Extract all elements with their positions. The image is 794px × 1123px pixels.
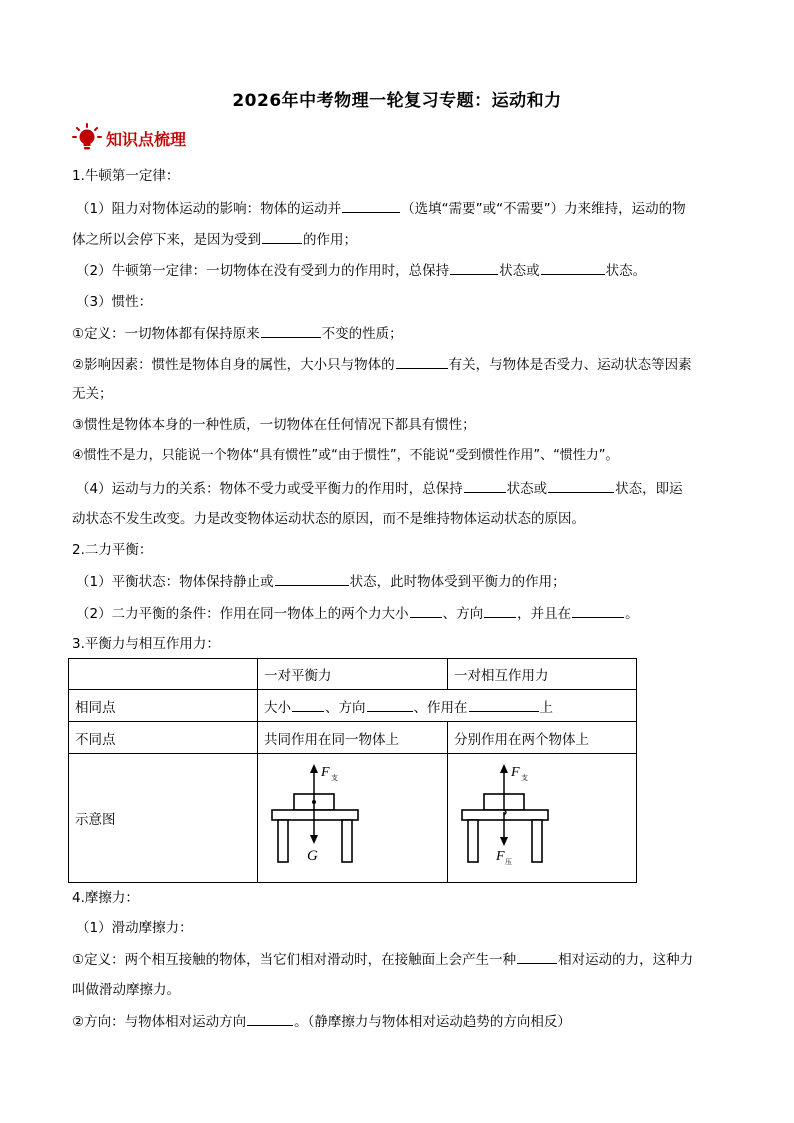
- text-line: ②影响因素：惯性是物体自身的属性，大小只与物体的 有关，与物体是否受力、运动状态等因素: [72, 354, 692, 375]
- fill-blank: [517, 949, 557, 964]
- table-row: [69, 754, 637, 883]
- balanced-force-diagram: [258, 754, 447, 878]
- fill-blank: [572, 603, 624, 618]
- text-line: （1）阻力对物体运动的影响：物体的运动并 （选填“需要”或“不需要”）力来维持，运动的物: [76, 198, 686, 219]
- section-heading-label: 知识点梳理: [106, 129, 187, 149]
- section-heading: [72, 122, 186, 154]
- table-cell: 共同作用在同一物体上: [258, 722, 448, 754]
- row-label: 示意图: [69, 754, 258, 883]
- fill-blank: [541, 260, 605, 275]
- table-row: [69, 690, 637, 722]
- fill-blank: [396, 354, 448, 369]
- interaction-force-diagram-cell: [448, 754, 637, 883]
- table-leg: [532, 820, 542, 862]
- fill-blank: [469, 697, 539, 712]
- fill-blank: [410, 603, 442, 618]
- text-line: （1）平衡状态：物体保持静止或 状态，此时物体受到平衡力的作用；: [76, 571, 566, 592]
- row-label: 相同点: [69, 690, 258, 722]
- text-line: 体之所以会停下来，是因为受到 的作用；: [72, 229, 357, 250]
- force-subscript: 压: [505, 858, 512, 866]
- balanced-force-diagram-cell: [258, 754, 448, 883]
- fill-blank: [484, 603, 516, 618]
- force-label: G: [307, 848, 318, 864]
- arrow-head: [500, 837, 508, 846]
- table-header-row: [69, 659, 637, 690]
- arrow-head: [310, 835, 318, 844]
- text-line: ①定义：一切物体都有保持原来 不变的性质；: [72, 323, 403, 344]
- table-header-cell: [69, 659, 258, 690]
- friction-heading: 4.摩擦力：: [72, 890, 139, 906]
- text-line: ③惯性是物体本身的一种性质，一切物体在任何情况下都具有惯性；: [72, 417, 476, 433]
- arrow-head: [310, 764, 318, 773]
- text-line: （2）牛顿第一定律：一切物体在没有受到力的作用时，总保持 状态或 状态。: [76, 260, 646, 281]
- force-label: F: [321, 765, 330, 780]
- table-cell: 分别作用在两个物体上: [448, 722, 637, 754]
- two-force-equilibrium-heading: 2.二力平衡：: [72, 542, 153, 558]
- fill-blank: [450, 260, 498, 275]
- force-subscript: 支: [521, 774, 528, 782]
- text-line: ④惯性不是力，只能说一个物体“具有惯性”或“由于惯性”，不能说“受到惯性作用”、“惯性力”。: [72, 448, 619, 463]
- text-line: 动状态不发生改变。力是改变物体运动状态的原因，而不是维持物体运动状态的原因。: [72, 511, 585, 527]
- force-subscript: 支: [331, 774, 338, 782]
- lightbulb-icon: [72, 123, 102, 153]
- force-label: F: [496, 849, 505, 864]
- force-label: F: [511, 765, 520, 780]
- balanced-vs-interaction-heading: 3.平衡力与相互作用力：: [72, 636, 220, 652]
- fill-blank: [367, 697, 413, 712]
- newton-first-law-heading: 1.牛顿第一定律：: [72, 168, 180, 184]
- table-top: [272, 810, 358, 820]
- text-line: （4）运动与力的关系：物体不受力或受平衡力的作用时，总保持 状态或 状态，即运: [76, 478, 683, 499]
- table-leg: [342, 820, 352, 862]
- table-header-cell: 一对平衡力: [258, 659, 448, 690]
- arrow-head: [500, 764, 508, 773]
- fill-blank: [548, 478, 614, 493]
- page-title: 2026年中考物理一轮复习专题：运动和力: [232, 91, 562, 111]
- same-points-cell: 大小 、方向 、作用在 上: [258, 690, 637, 722]
- comparison-table: [68, 658, 637, 883]
- text-line: （2）二力平衡的条件：作用在同一物体上的两个力大小 、方向 ，并且在 。: [76, 603, 639, 624]
- interaction-force-diagram: [448, 754, 637, 878]
- fill-blank: [464, 478, 506, 493]
- text-line: ②方向：与物体相对运动方向 。（静摩擦力与物体相对运动趋势的方向相反）: [72, 1011, 571, 1032]
- table-leg: [468, 820, 478, 862]
- text-line: ①定义：两个相互接触的物体，当它们相对滑动时，在接触面上会产生一种 相对运动的力，这种力: [72, 949, 693, 970]
- force-origin-dot: [312, 800, 316, 804]
- table-leg: [278, 820, 288, 862]
- fill-blank: [261, 323, 321, 338]
- fill-blank: [247, 1011, 293, 1026]
- table-row: [69, 722, 637, 754]
- text-line: 无关；: [72, 386, 113, 402]
- text-line: 叫做滑动摩擦力。: [72, 982, 180, 998]
- fill-blank: [292, 697, 324, 712]
- inertia-heading: （3）惯性：: [76, 294, 153, 310]
- fill-blank: [275, 571, 349, 586]
- fill-blank: [262, 229, 302, 244]
- fill-blank: [342, 198, 400, 213]
- row-label: 不同点: [69, 722, 258, 754]
- table-header-cell: 一对相互作用力: [448, 659, 637, 690]
- sliding-friction-heading: （1）滑动摩擦力：: [76, 920, 193, 936]
